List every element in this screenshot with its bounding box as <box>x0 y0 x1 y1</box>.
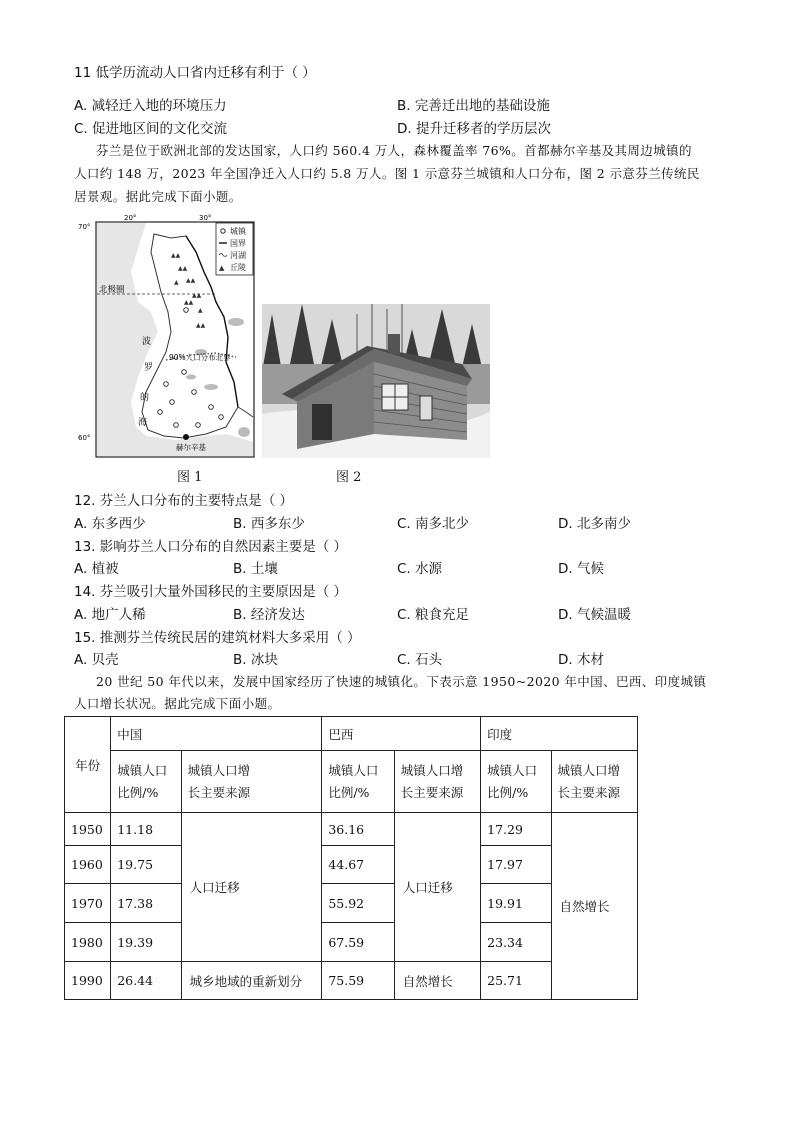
q12-option-c: C. 南多北少 <box>397 516 470 532</box>
q11-option-c: C. 促进地区间的文化交流 <box>74 121 228 137</box>
brazil-source-natural: 自然增长 <box>394 962 480 1000</box>
passage2-line2: 人口增长状况。据此完成下面小题。 <box>74 696 281 711</box>
year-cell: 1960 <box>65 846 111 884</box>
q11-option-a: A. 减轻迁入地的环境压力 <box>74 98 227 114</box>
india-cell: 23.34 <box>481 923 551 962</box>
q15-option-d: D. 木材 <box>558 652 604 668</box>
line90-label: 90%人口分布北界 <box>169 353 231 362</box>
sea-label-bo: 波 <box>142 337 152 347</box>
header-india-ratio: 城镇人口 比例/% <box>481 751 551 813</box>
svg-text:▲: ▲ <box>219 264 225 272</box>
year-cell: 1970 <box>65 884 111 923</box>
india-cell: 25.71 <box>481 962 551 1000</box>
q15-option-c: C. 石头 <box>397 652 443 668</box>
china-cell: 17.38 <box>111 884 181 923</box>
brazil-cell: 75.59 <box>322 962 394 1000</box>
year-cell: 1990 <box>65 962 111 1000</box>
legend-town: 城镇 <box>230 227 246 236</box>
brazil-cell: 36.16 <box>322 813 394 846</box>
svg-text:▲▲: ▲▲ <box>184 299 194 306</box>
header-brazil-ratio: 城镇人口 比例/% <box>322 751 394 813</box>
svg-text:▲▲: ▲▲ <box>192 292 202 299</box>
lat-70: 70° <box>78 223 91 231</box>
lon-20: 20° <box>124 214 137 222</box>
legend-hill: 丘陵 <box>230 263 246 272</box>
lon-30: 30° <box>199 214 212 222</box>
china-source-redivision: 城乡地域的重新划分 <box>181 962 322 1000</box>
q13-option-d: D. 气候 <box>558 561 604 577</box>
lat-60: 60° <box>78 434 91 442</box>
brazil-cell: 44.67 <box>322 846 394 884</box>
figure1-caption: 图 1 <box>177 470 203 485</box>
india-cell: 17.97 <box>481 846 551 884</box>
china-source-migration: 人口迁移 <box>181 813 322 962</box>
india-cell: 19.91 <box>481 884 551 923</box>
q15-stem: 15. 推测芬兰传统民居的建筑材料大多采用（ ） <box>74 630 361 646</box>
brazil-cell: 55.92 <box>322 884 394 923</box>
year-cell: 1980 <box>65 923 111 962</box>
urbanization-table <box>64 716 638 1000</box>
helsinki-label: 赫尔辛基 <box>176 443 206 452</box>
passage1-line2: 人口约 148 万，2023 年全国净迁入人口约 5.8 万人。图 1 示意芬兰城镇和人口分布，图 2 示意芬兰传统民 <box>74 166 700 181</box>
sea-label-luo: 罗 <box>144 363 154 373</box>
sea-label-hai: 海 <box>138 418 148 428</box>
arctic-circle-label: 北极圈 <box>99 285 125 295</box>
svg-text:▲▲: ▲▲ <box>196 322 206 329</box>
figure2-caption: 图 2 <box>336 470 362 485</box>
header-brazil-source: 城镇人口增 长主要来源 <box>394 751 480 813</box>
svg-text:▲▲: ▲▲ <box>178 265 188 272</box>
china-cell: 19.75 <box>111 846 181 884</box>
header-china-ratio: 城镇人口 比例/% <box>111 751 181 813</box>
cabin-photo <box>262 304 490 458</box>
finland-map <box>76 212 256 460</box>
sea-label-de: 的 <box>140 393 150 403</box>
svg-text:▲▲: ▲▲ <box>186 277 196 284</box>
svg-text:▲: ▲ <box>174 279 179 286</box>
passage2-line1: 20 世纪 50 年代以来，发展中国家经历了快速的城镇化。下表示意 1950~2020 年中国、巴西、印度城镇 <box>96 674 707 689</box>
q14-option-a: A. 地广人稀 <box>74 607 146 623</box>
q12-option-a: A. 东多西少 <box>74 516 146 532</box>
q15-option-b: B. 冰块 <box>233 652 278 668</box>
q11-option-b: B. 完善迁出地的基础设施 <box>397 98 550 114</box>
china-cell: 11.18 <box>111 813 181 846</box>
q12-option-d: D. 北多南少 <box>558 516 631 532</box>
table-row <box>65 813 638 846</box>
q12-stem: 12. 芬兰人口分布的主要特点是（ ） <box>74 493 294 509</box>
legend-lake: 河湖 <box>230 251 246 260</box>
q11-stem: 11 低学历流动人口省内迁移有利于（ ） <box>74 65 316 81</box>
india-source: 自然增长 <box>551 813 638 1000</box>
q14-option-d: D. 气候温暖 <box>558 607 631 623</box>
china-cell: 19.39 <box>111 923 181 962</box>
passage1-line3: 居景观。据此完成下面小题。 <box>74 189 242 204</box>
q11-option-d: D. 提升迁移者的学历层次 <box>397 121 551 137</box>
year-cell: 1950 <box>65 813 111 846</box>
brazil-source-migration: 人口迁移 <box>394 813 480 962</box>
header-india: 印度 <box>481 717 638 751</box>
q15-option-a: A. 贝壳 <box>74 652 119 668</box>
header-china-source: 城镇人口增 长主要来源 <box>181 751 322 813</box>
svg-text:▲: ▲ <box>198 307 203 314</box>
legend-border: 国界 <box>230 239 246 248</box>
header-year: 年份 <box>65 717 111 813</box>
header-china: 中国 <box>111 717 322 751</box>
q12-option-b: B. 西多东少 <box>233 516 305 532</box>
india-cell: 17.29 <box>481 813 551 846</box>
header-brazil: 巴西 <box>322 717 481 751</box>
svg-text:▲▲: ▲▲ <box>171 252 181 259</box>
passage1-line1: 芬兰是位于欧洲北部的发达国家，人口约 560.4 万人，森林覆盖率 76%。首都赫尔辛基及其周边城镇的 <box>96 143 692 158</box>
header-india-source: 城镇人口增 长主要来源 <box>551 751 638 813</box>
brazil-cell: 67.59 <box>322 923 394 962</box>
q14-stem: 14. 芬兰吸引大量外国移民的主要原因是（ ） <box>74 584 348 600</box>
q13-option-a: A. 植被 <box>74 561 119 577</box>
q14-option-b: B. 经济发达 <box>233 607 305 623</box>
q13-option-b: B. 土壤 <box>233 561 278 577</box>
q13-option-c: C. 水源 <box>397 561 443 577</box>
q14-option-c: C. 粮食充足 <box>397 607 470 623</box>
china-cell: 26.44 <box>111 962 181 1000</box>
q13-stem: 13. 影响芬兰人口分布的自然因素主要是（ ） <box>74 539 348 555</box>
